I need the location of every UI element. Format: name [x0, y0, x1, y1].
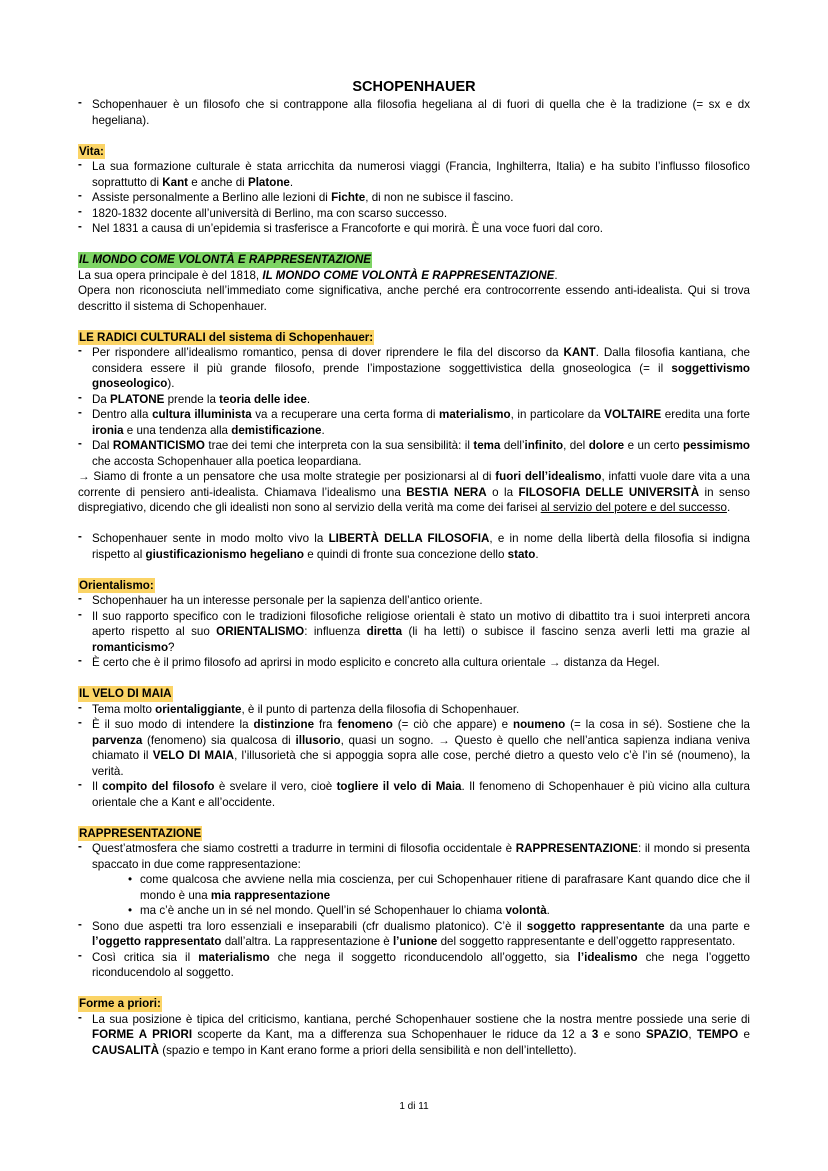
list-item: - Assiste personalmente a Berlino alle lezioni di Fichte, di non ne subisce il fascino. [78, 190, 750, 206]
mondo-paragraph-1: La sua opera principale è del 1818, IL MONDO COME VOLONTÀ E RAPPRESENTAZIONE. [78, 268, 558, 282]
list-item: - Dal ROMANTICISMO trae dei temi che interpreta con la sua sensibilità: il tema dell’infinito, del dolore e un certo pessimismo che accosta Schopenhauer alla poetica leopardiana. [78, 438, 750, 469]
radici-list [78, 345, 750, 469]
velo-list [78, 702, 750, 811]
list-item: - Dentro alla cultura illuminista va a recuperare una certa forma di materialismo, in particolare da VOLTAIRE eredita una forte ironia e una tendenza alla demistificazione. [78, 407, 750, 438]
section-heading-orientalismo: Orientalismo: [79, 578, 154, 592]
mondo-paragraph-2: Opera non riconosciuta nell’immediato come significativa, anche perché era controcorrente essendo anti-idealista. Qui si trova descritto il sistema di Schopenhauer. [78, 284, 750, 313]
section-heading-rappresentazione: RAPPRESENTAZIONE [79, 826, 202, 840]
list-item: - Quest’atmosfera che siamo costretti a tradurre in termini di filosofia occidentale è RAPPRESENTAZIONE: il mondo si presenta spaccato in due come rappresentazione: • come qualcosa che avviene nella mia coscienza, per cui Schopenhauer ritiene di parafrasare Kant quando dice che il mondo è una mia rappresentazione • ma c’è anche un in sé nel mondo. Quell’in sé Schopenhauer lo chiama volontà. [78, 841, 750, 919]
rappresentazione-list [78, 841, 750, 981]
list-item: - Il suo rapporto specifico con le tradizioni filosofiche religiose orientali è stato un motivo di dibattito tra i suoi interpreti ancora aperto rispetto al suo ORIENTALISMO: influenza diretta (li ha letti) o subisce il fascino senza averli letti ma grazie al romanticismo? [78, 609, 750, 656]
list-item: - Così critica sia il materialismo che nega il soggetto riconducendolo all’oggetto, sia l’idealismo che nega l’oggetto riconducendolo al soggetto. [78, 950, 750, 981]
section-heading-forme: Forme a priori: [79, 997, 161, 1010]
list-item: - Schopenhauer sente in modo molto vivo la LIBERTÀ DELLA FILOSOFIA, e in nome della libertà della filosofia si indigna rispetto al giustificazionismo hegeliano e quindi di fronte sua concezione dello stato. [78, 531, 750, 562]
rappresentazione-bullets [92, 872, 750, 919]
list-item: - 1820-1832 docente all’università di Berlino, ma con scarso successo. [78, 206, 750, 222]
section-heading-mondo: IL MONDO COME VOLONTÀ E RAPPRESENTAZIONE [79, 253, 372, 266]
page-number: 1 di 11 [399, 1101, 429, 1112]
list-item: - Schopenhauer ha un interesse personale per la sapienza dell’antico oriente. [78, 593, 750, 609]
bullet-item: • ma c’è anche un in sé nel mondo. Quell’in sé Schopenhauer lo chiama volontà. [128, 903, 750, 919]
list-item: - La sua formazione culturale è stata arricchita da numerosi viaggi (Francia, Inghilterra, Italia) e ha subito l’influsso filosofico soprattutto di Kant e anche di Platone. [78, 159, 750, 190]
list-item: - Sono due aspetti tra loro essenziali e inseparabili (cfr dualismo platonico). C’è il soggetto rappresentante da una parte e l’oggetto rappresentato dall’altra. La rappresentazione è l’unione del soggetto rappresentante e dell’oggetto rappresentato. [78, 919, 750, 950]
list-item: - Il compito del filosofo è svelare il vero, cioè togliere il velo di Maia. Il fenomeno di Schopenhauer è più vicino alla cultura orientale che a Kant e all’occidente. [78, 779, 750, 810]
intro-list [78, 97, 750, 128]
intro-item: - Schopenhauer è un filosofo che si contrappone alla filosofia hegeliana al di fuori di quella che è la tradizione (= sx e dx hegeliana). [78, 97, 750, 128]
document-body [78, 97, 750, 1058]
section-heading-velo: IL VELO DI MAIA [79, 687, 172, 700]
list-item: - Da PLATONE prende la teoria delle idee. [78, 392, 750, 408]
list-item: - Nel 1831 a causa di un’epidemia si trasferisce a Francoforte e qui morirà. È una voce fuori dal coro. [78, 221, 750, 237]
section-heading-radici: LE RADICI CULTURALI del sistema di Schopenhauer: [79, 330, 374, 344]
list-item: - Tema molto orientaliggiante, è il punto di partenza della filosofia di Schopenhauer. [78, 702, 750, 718]
list-item: - È certo che è il primo filosofo ad aprirsi in modo esplicito e concreto alla cultura orientale → distanza da Hegel. [78, 655, 750, 671]
liberta-list [78, 531, 750, 562]
vita-list [78, 159, 750, 237]
radici-arrow-paragraph: → Siamo di fronte a un pensatore che usa molte strategie per posizionarsi al di fuori dell’idealismo, infatti vuole dare vita a una corrente di pensiero anti-idealista. Chiamava l’idealismo una BESTIA NERA o la FILOSOFIA DELLE UNIVERSITÀ in senso dispregiativo, dicendo che gli idealisti non sono al servizio della verità ma come dei farisei al servizio del potere e del successo. [78, 470, 751, 514]
forme-list [78, 1012, 750, 1059]
list-item: - La sua posizione è tipica del criticismo, kantiana, perché Schopenhauer sostiene che la nostra mentre possiede una serie di FORME A PRIORI scoperte da Kant, ma a differenza sua Schopenhauer le riduce da 12 a 3 e sono SPAZIO, TEMPO e CAUSALITÀ (spazio e tempo in Kant erano forme a priori della sensibilità e non dell’intelletto). [78, 1012, 750, 1059]
orientalismo-list [78, 593, 750, 671]
list-item: - È il suo modo di intendere la distinzione fra fenomeno (= ciò che appare) e noumeno (= la cosa in sé). Sostiene che la parvenza (fenomeno) sia qualcosa di illusorio, quasi un sogno. → Questo è quello che nell’antica sapienza indiana veniva chiamato il VELO DI MAIA, l’illusorietà che si appoggia sopra alle cose, perché dietro a questo velo c’è l’in sé (noumeno), la verità. [78, 717, 750, 779]
list-item: - Per rispondere all’idealismo romantico, pensa di dover riprendere le fila del discorso da KANT. Dalla filosofia kantiana, che considera essere il più grande filosofo, prende l’impostazione soggettivistica della gnoseologica (= il soggettivismo gnoseologico). [78, 345, 750, 392]
section-heading-vita: Vita: [79, 144, 104, 158]
page-title: SCHOPENHAUER [352, 79, 476, 95]
bullet-item: • come qualcosa che avviene nella mia coscienza, per cui Schopenhauer ritiene di parafrasare Kant quando dice che il mondo è una mia rappresentazione [128, 872, 750, 903]
